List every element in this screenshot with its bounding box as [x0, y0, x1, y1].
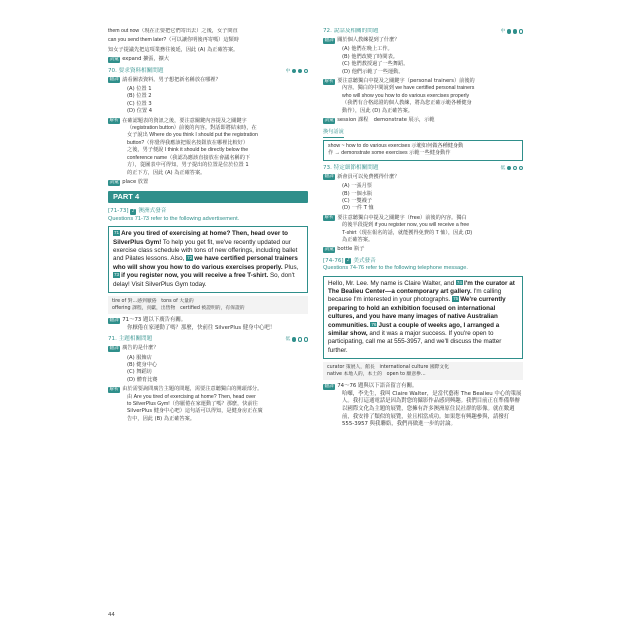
script-key-sentence: we have certified personal trainers who will show you how to do various exercises properly. — [113, 255, 298, 271]
listening-script — [108, 226, 308, 293]
accent-label: 澳洲式發音 — [138, 208, 167, 215]
script-text: I'm calling because I'm interested in your photographs. — [328, 287, 502, 304]
explanation-tag: 解析 — [324, 78, 334, 84]
option: (C) 位置 3 — [127, 100, 152, 107]
script-text: Hello, Mr. Lee. My name is Claire Walter, and — [328, 279, 456, 287]
explanation-text: 方），從圖表中可得知，男子提出的位置是位於位置 1 — [127, 162, 249, 169]
explanation-text: 之後，男子便說 I think it should be directly below the — [127, 147, 249, 154]
script-key-sentence: Are you tired of exercising at home? Then, head over to SilverPlus Gym! — [113, 230, 289, 246]
listening-script — [323, 276, 523, 360]
question-heading — [323, 165, 523, 172]
section-heading — [323, 258, 523, 265]
question-number-badge: 75 — [453, 296, 459, 302]
translation-line — [323, 383, 523, 391]
vocab-line — [323, 246, 523, 253]
question-number-badge: 73 — [114, 272, 120, 278]
vocab-text: expand 擴張，擴大 — [122, 56, 170, 63]
question-line — [323, 174, 523, 181]
vocab-entry: curator 策展人，館長 international culture 國際文化 — [327, 365, 450, 371]
translation-text: 74～76 題與以下語音留言有關。 — [337, 383, 418, 390]
explanation-tag: 解析 — [324, 215, 334, 221]
vocab-text: bottle 瓶子 — [337, 246, 365, 253]
question-line — [108, 345, 308, 352]
question-text: 廣告的是什麼？ — [122, 345, 159, 352]
section-instruction: Questions 74-76 refer to the following telephone message. — [323, 265, 468, 272]
vocabulary-box — [323, 362, 523, 380]
explanation-text: 要注意聽獨白中提及之關鍵字（personal trainers）前後的 — [337, 78, 475, 85]
vocab-text: place 放置 — [122, 178, 149, 185]
section-range: [74-76] — [323, 257, 344, 264]
part-heading: PART 4 — [108, 191, 308, 203]
difficulty-level — [501, 165, 523, 172]
vocab-line — [108, 56, 308, 63]
translation-text: 71～73 題以下廣告有關。 — [122, 316, 187, 323]
option: (B) 位置 2 — [127, 93, 152, 100]
option: (C) 舞蹈坊 — [127, 369, 152, 376]
explanation-line — [108, 386, 308, 393]
section-heading — [108, 208, 308, 215]
intro-line: can you send them later?（可以讓你明後再寄嗎）這類時 — [108, 37, 239, 44]
translation-body: 你厭倦在家運動了嗎？那麼，快前往 SilverPlus 健身中心吧！ — [127, 324, 276, 331]
explanation-text: 內容。獨白的中間說到 we have certified personal trainers — [342, 85, 475, 92]
translation-line — [108, 317, 308, 325]
translation-tag: 翻譯 — [109, 77, 119, 83]
speaker-icon: ♪ — [346, 258, 350, 264]
explanation-text: who will show you how to do various exercises properly — [342, 92, 470, 99]
question-heading — [108, 68, 308, 75]
explanation-tag: 解析 — [109, 386, 119, 392]
book-page — [108, 28, 523, 624]
explanation-text: T-shirt（現在報名的話，就能獲得免費的 T 恤），因此 (D) — [342, 229, 473, 236]
level-dot-icon — [304, 337, 308, 341]
explanation-text: 要注意聽獨白中提及之關鍵字（free）前後的內容。獨白 — [337, 214, 467, 221]
right-column — [323, 28, 523, 429]
level-dot-icon — [513, 29, 517, 33]
level-dot-icon — [298, 337, 302, 341]
left-column — [108, 28, 308, 423]
difficulty-label: 中 — [285, 68, 291, 74]
accent-label: 美式發音 — [353, 257, 376, 264]
level-dot-icon — [292, 337, 296, 341]
vocab-tag: 詞彙 — [109, 56, 119, 62]
paraphrase-label: 換句話說 — [323, 129, 344, 137]
vocab-text: session 課程 demonstrate 展示，示範 — [337, 117, 435, 124]
question-text: 關於個人教練提到了什麼？ — [337, 37, 400, 43]
vocab-entry: tire of 對…感到厭倦 tons of 大量的 — [112, 298, 194, 304]
level-dot-icon — [507, 29, 511, 33]
question-number-badge: 74 — [456, 279, 462, 285]
level-dot-icon — [513, 166, 517, 170]
option: (A) 他們在晚上工作。 — [342, 46, 393, 53]
level-dot-icon — [519, 166, 523, 170]
option: (D) 體育比賽 — [127, 376, 158, 383]
explanation-text: 女子說出 Where do you think I should put the registration — [127, 132, 258, 139]
section-range: [71-73] — [108, 208, 129, 215]
option: (B) 一個水瓶 — [342, 190, 373, 197]
vocab-entry: native 本地人的，本土的 open to 願意參… — [327, 372, 426, 378]
translation-tag: 翻譯 — [324, 37, 334, 43]
question-line — [108, 77, 308, 84]
level-dot-icon — [298, 69, 302, 73]
translation-tag: 翻譯 — [109, 345, 119, 351]
explanation-tag: 解析 — [109, 118, 119, 124]
translation-body: 哈囉，李先生，我叫 Claire Walter，是當代藝術 The Bealieu 中心的策展人。我打這通電話是因為對您的攝影作品感到興趣。我們目前正在準備舉辦以國際文化為主題的展覽，您擁有許多澳洲原住民社群的影像。就在數週前，我安排了類似的展覽，並且相當成功。如果您有興趣參與，請撥打 555-3957 與我聯絡，我們再做進一步的討論。 — [342, 390, 522, 428]
level-dot-icon — [292, 69, 296, 73]
option: (D) 他們示範了一些運動。 — [342, 68, 404, 75]
question-number-badge: 71 — [114, 230, 120, 236]
script-text: and it was a major success. If you're open to participating, call me at 555-3957, and we'll discuss the matter further. — [328, 330, 502, 354]
paraphrase-line: 作 → demonstrate some exercises 示範一些健身動作 — [328, 150, 451, 157]
translation-tag: 翻譯 — [109, 317, 119, 323]
question-text: 新會員可以免費獲得什麼？ — [337, 173, 400, 180]
option: (A) 服飾店 — [127, 354, 152, 361]
vocab-tag: 詞彙 — [109, 179, 119, 185]
vocab-entry: offering 課程，貢獻，出售物 certified 被證明的，有保證的 — [112, 305, 245, 311]
script-text: Plus, — [282, 263, 299, 271]
page-number: 44 — [108, 612, 115, 618]
difficulty-label: 低 — [285, 337, 291, 343]
option: (A) 一張月票 — [342, 183, 372, 190]
explanation-text: to SilverPlus Gym!（你厭倦在家運動了嗎？那麼，快前往 — [127, 401, 258, 407]
explanation-text: 為正確答案。 — [342, 236, 374, 243]
difficulty-level — [286, 336, 308, 343]
explanation-text: 的正下方，因此 (A) 為正確答案。 — [127, 169, 206, 176]
translation-tag: 翻譯 — [324, 174, 334, 180]
explanation-text: 的後半段提到 if you register now, you will receive a free — [342, 222, 470, 229]
translation-tag: 翻譯 — [324, 383, 334, 389]
script-key-sentence: Just a couple of weeks ago, I arranged a similar show, — [328, 321, 500, 337]
difficulty-level — [286, 68, 308, 75]
explanation-text: 由 Are you tired of exercising at home? Then, head over — [127, 393, 256, 400]
explanation-text: 在確認題表的資訊之後，要注意關鍵內容提及之關鍵字 — [122, 117, 247, 124]
explanation-text: button?（你覺得我應該把報名按鈕放在哪裡比較好） — [127, 139, 249, 146]
question-title: 72. 說話及相關的問題 — [323, 28, 379, 34]
difficulty-level — [501, 28, 523, 35]
question-text: 請看圖表資料。男子想把新名稱放在哪裡？ — [122, 76, 221, 83]
question-title: 70. 要求資料相關問題 — [108, 67, 164, 74]
intro-line: them out now（現在正要把它們寄出去）之後，女子問直 — [108, 28, 238, 34]
script-key-sentence: if you register now, you will receive a free T-shirt. — [121, 272, 269, 280]
difficulty-label: 中 — [500, 29, 506, 34]
speaker-icon: ♪ — [131, 209, 135, 215]
explanation-text: （registration button）前後的內容。對話即將結束時，在 — [127, 125, 257, 132]
level-dot-icon — [304, 69, 308, 73]
question-title: 73. 特定細節相關問題 — [323, 164, 379, 171]
vocab-line — [323, 117, 523, 124]
option: (B) 他們改變了時間表。 — [342, 53, 398, 60]
vocab-tag: 詞彙 — [324, 117, 334, 123]
explanation-text: 動作），因此 (D) 為正確答案。 — [342, 107, 413, 114]
paraphrase-line: show ~ how to do various exercises 示範如何做各種健身動 — [328, 142, 464, 149]
option: (A) 位置 1 — [127, 86, 152, 93]
explanation-line — [108, 118, 308, 125]
option: (C) 一雙襪子 — [342, 197, 373, 204]
section-instruction: Questions 71-73 refer to the following advertisement. — [108, 215, 240, 222]
question-heading — [323, 28, 523, 35]
intro-line: 知女子提議先把這項業務往後延，因此 (A) 為正確答案。 — [108, 46, 239, 53]
question-line — [323, 37, 523, 44]
option: (C) 他們教授過了一些舞蹈。 — [342, 61, 409, 68]
option: (D) 位置 4 — [127, 108, 153, 115]
option: (D) 一件 T 恤 — [342, 205, 374, 212]
vocab-line — [108, 179, 308, 186]
vocab-tag: 詞彙 — [324, 247, 334, 253]
explanation-text: （我們有合格認證的個人教練，將為您正確示範各種健身 — [342, 100, 472, 107]
explanation-text: conference name（我認為應該直接放在會議名稱的下 — [127, 154, 251, 161]
explanation-line — [323, 215, 523, 222]
level-dot-icon — [519, 29, 523, 33]
option: (B) 健身中心 — [127, 361, 158, 368]
script-key-sentence: We're currently preparing to hold an exhibition focused on international cultures, and you have many images of native Australian communities. — [328, 296, 506, 329]
explanation-text: 告中，因此 (B) 為正確答案。 — [127, 415, 195, 422]
script-key-sentence: I'm the curator at The Bealieu Center—a contemporary art gallery. — [328, 279, 515, 295]
difficulty-label: 低 — [500, 165, 506, 171]
explanation-text: SilverPlus 健身中心吧）這句話可以得知，是健身房正在廣 — [127, 408, 263, 415]
script-text: So, don't delay! Visit SilverPlus Gym today. — [113, 272, 295, 288]
question-number-badge: 76 — [371, 321, 377, 327]
vocabulary-box — [108, 296, 308, 314]
explanation-text: 由於需要詢問廣告主題的問題，需要注意聽獨白的開頭部分。 — [122, 386, 263, 393]
script-text: To help you get fit, we've recently updated our exercise class schedule with tons of new offerings, including ballet and Pilates lessons. Also, — [113, 238, 298, 263]
question-title: 71. 主題相關問題 — [108, 336, 153, 343]
question-heading — [108, 336, 308, 343]
question-number-badge: 72 — [187, 255, 193, 261]
paraphrase-box — [323, 140, 523, 161]
level-dot-icon — [507, 166, 511, 170]
